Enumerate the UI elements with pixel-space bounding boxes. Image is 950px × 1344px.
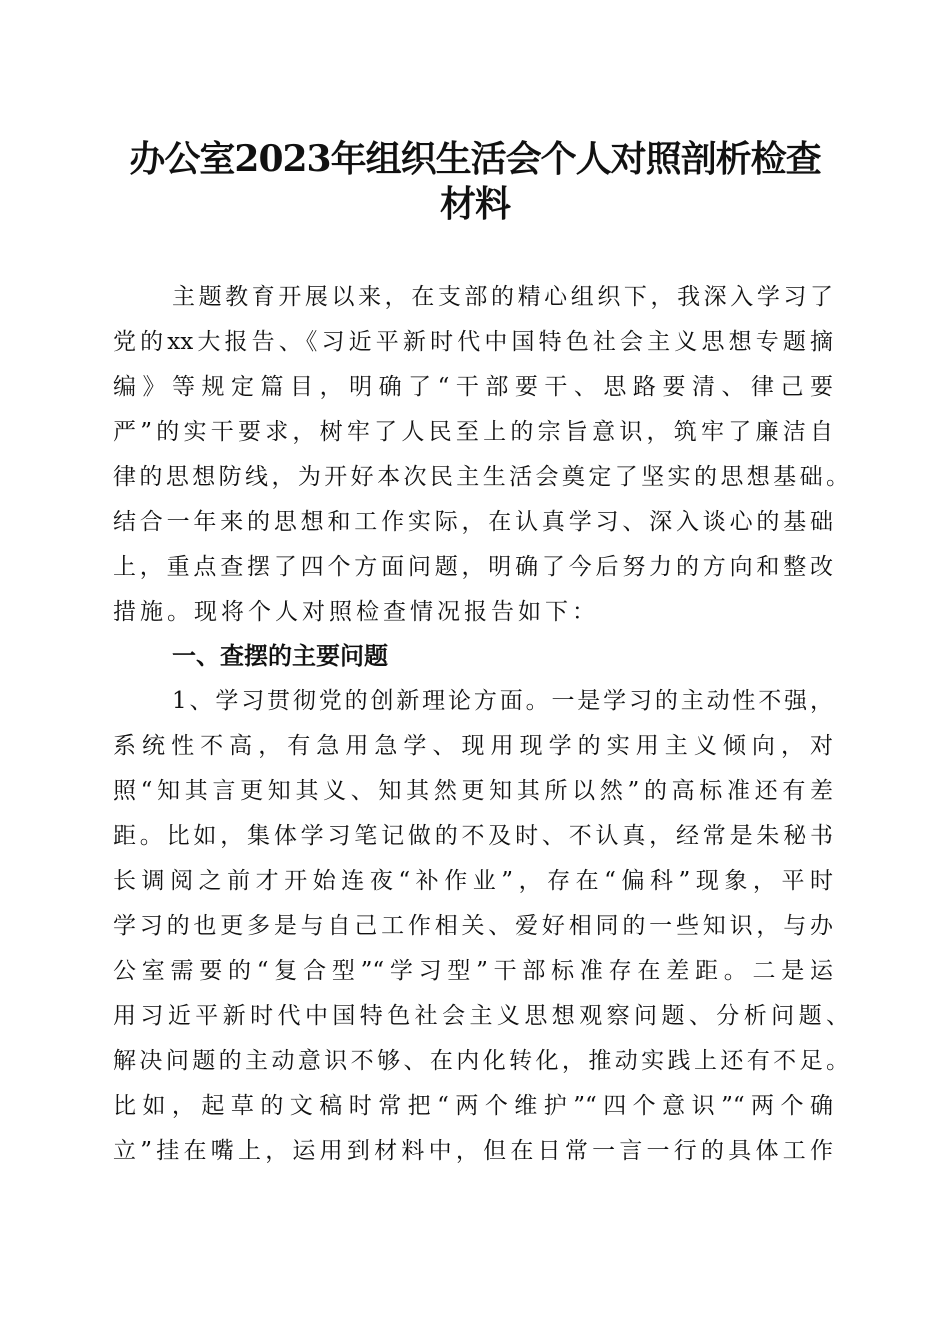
document-title-line-1: 办公室2023年组织生活会个人对照剖析检查 [129,138,821,180]
text-line: 距。比如，集体学习笔记做的不及时、不认真，经常是朱秘书 [113,823,833,849]
text-line: 系统性不高，有急用急学、现用现学的实用主义倾向，对 [113,733,833,759]
section-heading: 一、查摆的主要问题 [172,642,388,670]
text-line: 学习的也更多是与自己工作相关、爱好相同的一些知识，与办 [113,913,833,939]
text-line: 公室需要的“复合型”“学习型”干部标准存在差距。二是运 [113,958,833,984]
document-title-line-2: 材料 [439,183,510,225]
text-line: 党的xx大报告、《习近平新时代中国特色社会主义思想专题摘 [113,329,833,355]
text-line: 长调阅之前才开始连夜“补作业”，存在“偏科”现象，平时 [113,868,833,894]
text-line: 立”挂在嘴上，运用到材料中，但在日常一言一行的具体工作 [113,1138,833,1164]
text-line: 上，重点查摆了四个方面问题，明确了今后努力的方向和整改 [113,554,833,580]
text-line: 措施。现将个人对照检查情况报告如下： [113,599,599,625]
text-line: 编》等规定篇目，明确了“干部要干、思路要清、律己要 [113,374,833,400]
text-line: 照“知其言更知其义、知其然更知其所以然”的高标准还有差 [113,778,833,804]
text-line: 主题教育开展以来，在支部的精心组织下，我深入学习了 [172,284,833,310]
text-line: 严”的实干要求，树牢了人民至上的宗旨意识，筑牢了廉洁自 [113,419,833,445]
text-line: 解决问题的主动意识不够、在内化转化，推动实践上还有不足。 [113,1048,849,1074]
text-line: 用习近平新时代中国特色社会主义思想观察问题、分析问题、 [113,1003,849,1029]
text-line: 结合一年来的思想和工作实际，在认真学习、深入谈心的基础 [113,509,833,535]
text-line: 1、学习贯彻党的创新理论方面。一是学习的主动性不强， [172,688,833,714]
text-line: 律的思想防线，为开好本次民主生活会奠定了坚实的思想基础。 [113,464,849,490]
text-line: 比如，起草的文稿时常把“两个维护”“四个意识”“两个确 [113,1093,833,1119]
